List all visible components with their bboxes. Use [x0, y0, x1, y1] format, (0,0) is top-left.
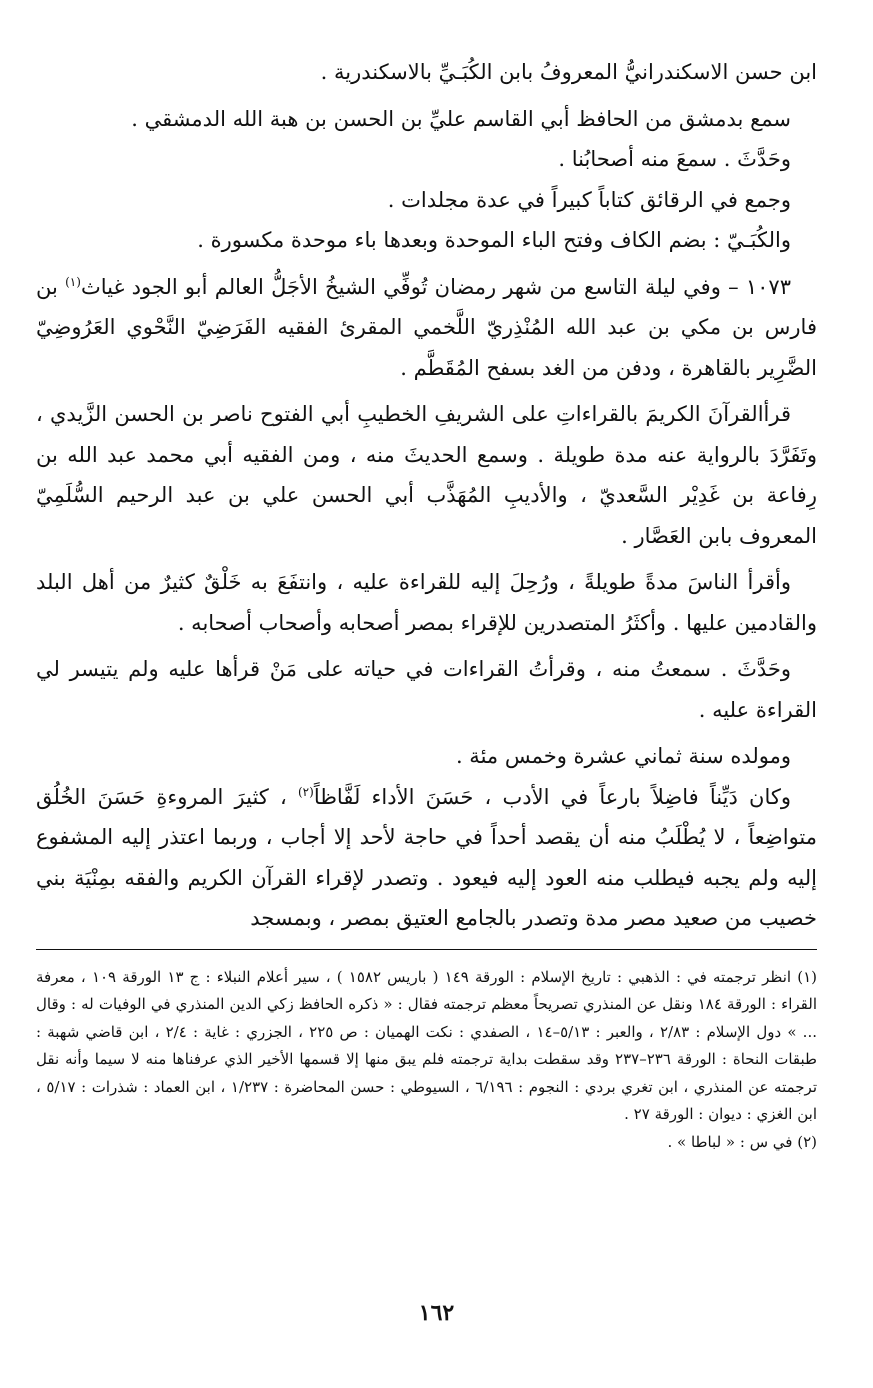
footnote-2: (٢) في س : « لباطا » . [667, 1132, 817, 1151]
paragraph: وحَدَّثَ . سمعَ منه أصحابُنا . [558, 147, 791, 171]
page [36, 52, 817, 1156]
paragraph: ومولده سنة ثماني عشرة وخمس مئة . [455, 744, 791, 768]
entry-continuation: بن فارس بن مكي بن عبد الله المُنْذِريّ اللَّخمي المقرئ الفقيه الفَرَضِيّ النَّحْوي العَرُوضِيّ الضَّرِير بالقاهرة ، ودفن من الغد بسفح المُقَطَّم . [36, 274, 817, 380]
paragraph-part: ، كثيرَ المروءةِ حَسَنَ الخُلُق متواضِعاً ، لا يُطْلَبُ منه أن يقصد أحداً في حاجة لأحد إلا أجاب ، وربما اعتذر إليه المشفوع إليه ولم يجبه فيطلب منه العود إليه فيعود . وتصدر لإقراء القرآن الكريم والفقه بمِنْيَة بني خصيب من صعيد مصر مدة وتصدر بالجامع العتيق بمصر ، وبمسجد [36, 784, 817, 930]
paragraph: قرأالقرآنَ الكريمَ بالقراءاتِ على الشريفِ الخطيبِ أبي الفتوح ناصر بن الحسن الزَّيدي ، وتَفَرَّدَ بالرواية عنه مدة طويلة . وسمع الحديثَ منه ، ومن الفقيه أبي محمد عبد الله بن رِفاعة بن غَدِيْر السَّعديّ ، والأديبِ المُهَذَّب أبي الحسن علي بن عبد الرحيم السُّلَمِيّ المعروف بابن العَصَّار . [36, 402, 817, 548]
footnotes [36, 964, 817, 1157]
paragraph-part: وكان دَيِّناً فاضِلاً بارعاً في الأدب ، حَسَنَ الأداء لَفَّاظاً [313, 784, 791, 809]
paragraph: وحَدَّثَ . سمعتُ منه ، وقرأتُ القراءات في حياته على مَنْ قرأها عليه ولم يتيسر لي القراءة عليه . [36, 657, 817, 722]
paragraph [36, 777, 817, 939]
footnote-marker-1: (١) [65, 274, 81, 289]
paragraph: ابن حسن الاسكندرانيُّ المعروفُ بابن الكُبَـيِّ بالاسكندرية . [320, 60, 817, 84]
entry-paragraph [36, 267, 817, 389]
page-number: ١٦٢ [418, 1300, 455, 1326]
footnote-1: (١) انظر ترجمته في : الذهبي : تاريخ الإسلام : الورقة ١٤٩ ( باريس ١٥٨٢ ) ، سير أعلام النبلاء : ج ١٣ الورقة ١٠٩ ، معرفة القراء : الورقة ١٨٤ ونقل عن المنذري تصريحاً معظم ترجمته فقال : « ذكره الحافظ زكي الدين المنذري في الوفيات له : وقال ... » دول الإسلام : ٢/٨٣ ، والعبر : ٥/١٣–١٤ ، الصفدي : نكت الهميان : ص ٢٢٥ ، الجزري : غاية : ٢/٤ ، ابن قاضي شهبة : طبقات النحاة : الورقة ٢٣٦–٢٣٧ وقد سقطت بداية ترجمته فلم يبق منها إلا قسمها الأخير الذي عرفناها منه لا سيما وأنه نقل ترجمته عن المنذري ، ابن تغري بردي : النجوم : ٦/١٩٦ ، السيوطي : حسن المحاضرة : ١/٢٣٧ ، ابن العماد : شذرات : ٥/١٧ ، ابن الغزي : ديوان : الورقة ٢٧ . [36, 967, 818, 1123]
footnote-separator-wrap [36, 939, 817, 950]
paragraph: وجمع في الرقائق كتاباً كبيراً في عدة مجلدات . [387, 187, 791, 212]
footnote-marker-2: (٢) [297, 784, 314, 799]
footnote-separator [36, 949, 817, 950]
paragraph: وأقرأ الناسَ مدةً طويلةً ، ورُحِلَ إليه للقراءة عليه ، وانتفَعَ به خَلْقٌ كثيرٌ من أهل البلد والقادمين عليها . وأكثَرُ المتصدرين للإقراء بمصر أصحابه وأصحاب أصحابه . [36, 570, 817, 635]
entry-heading: ١٠٧٣ – وفي ليلة التاسع من شهر رمضان تُوفِّي الشيخُ الأجَلُّ العالم أبو الجود غياث [80, 274, 791, 299]
main-text [36, 52, 817, 939]
paragraph: والكُبَـيّ : بضم الكاف وفتح الباء الموحدة وبعدها باء موحدة مكسورة . [197, 228, 791, 252]
paragraph: سمع بدمشق من الحافظ أبي القاسم عليِّ بن الحسن بن هبة الله الدمشقي . [131, 106, 791, 131]
